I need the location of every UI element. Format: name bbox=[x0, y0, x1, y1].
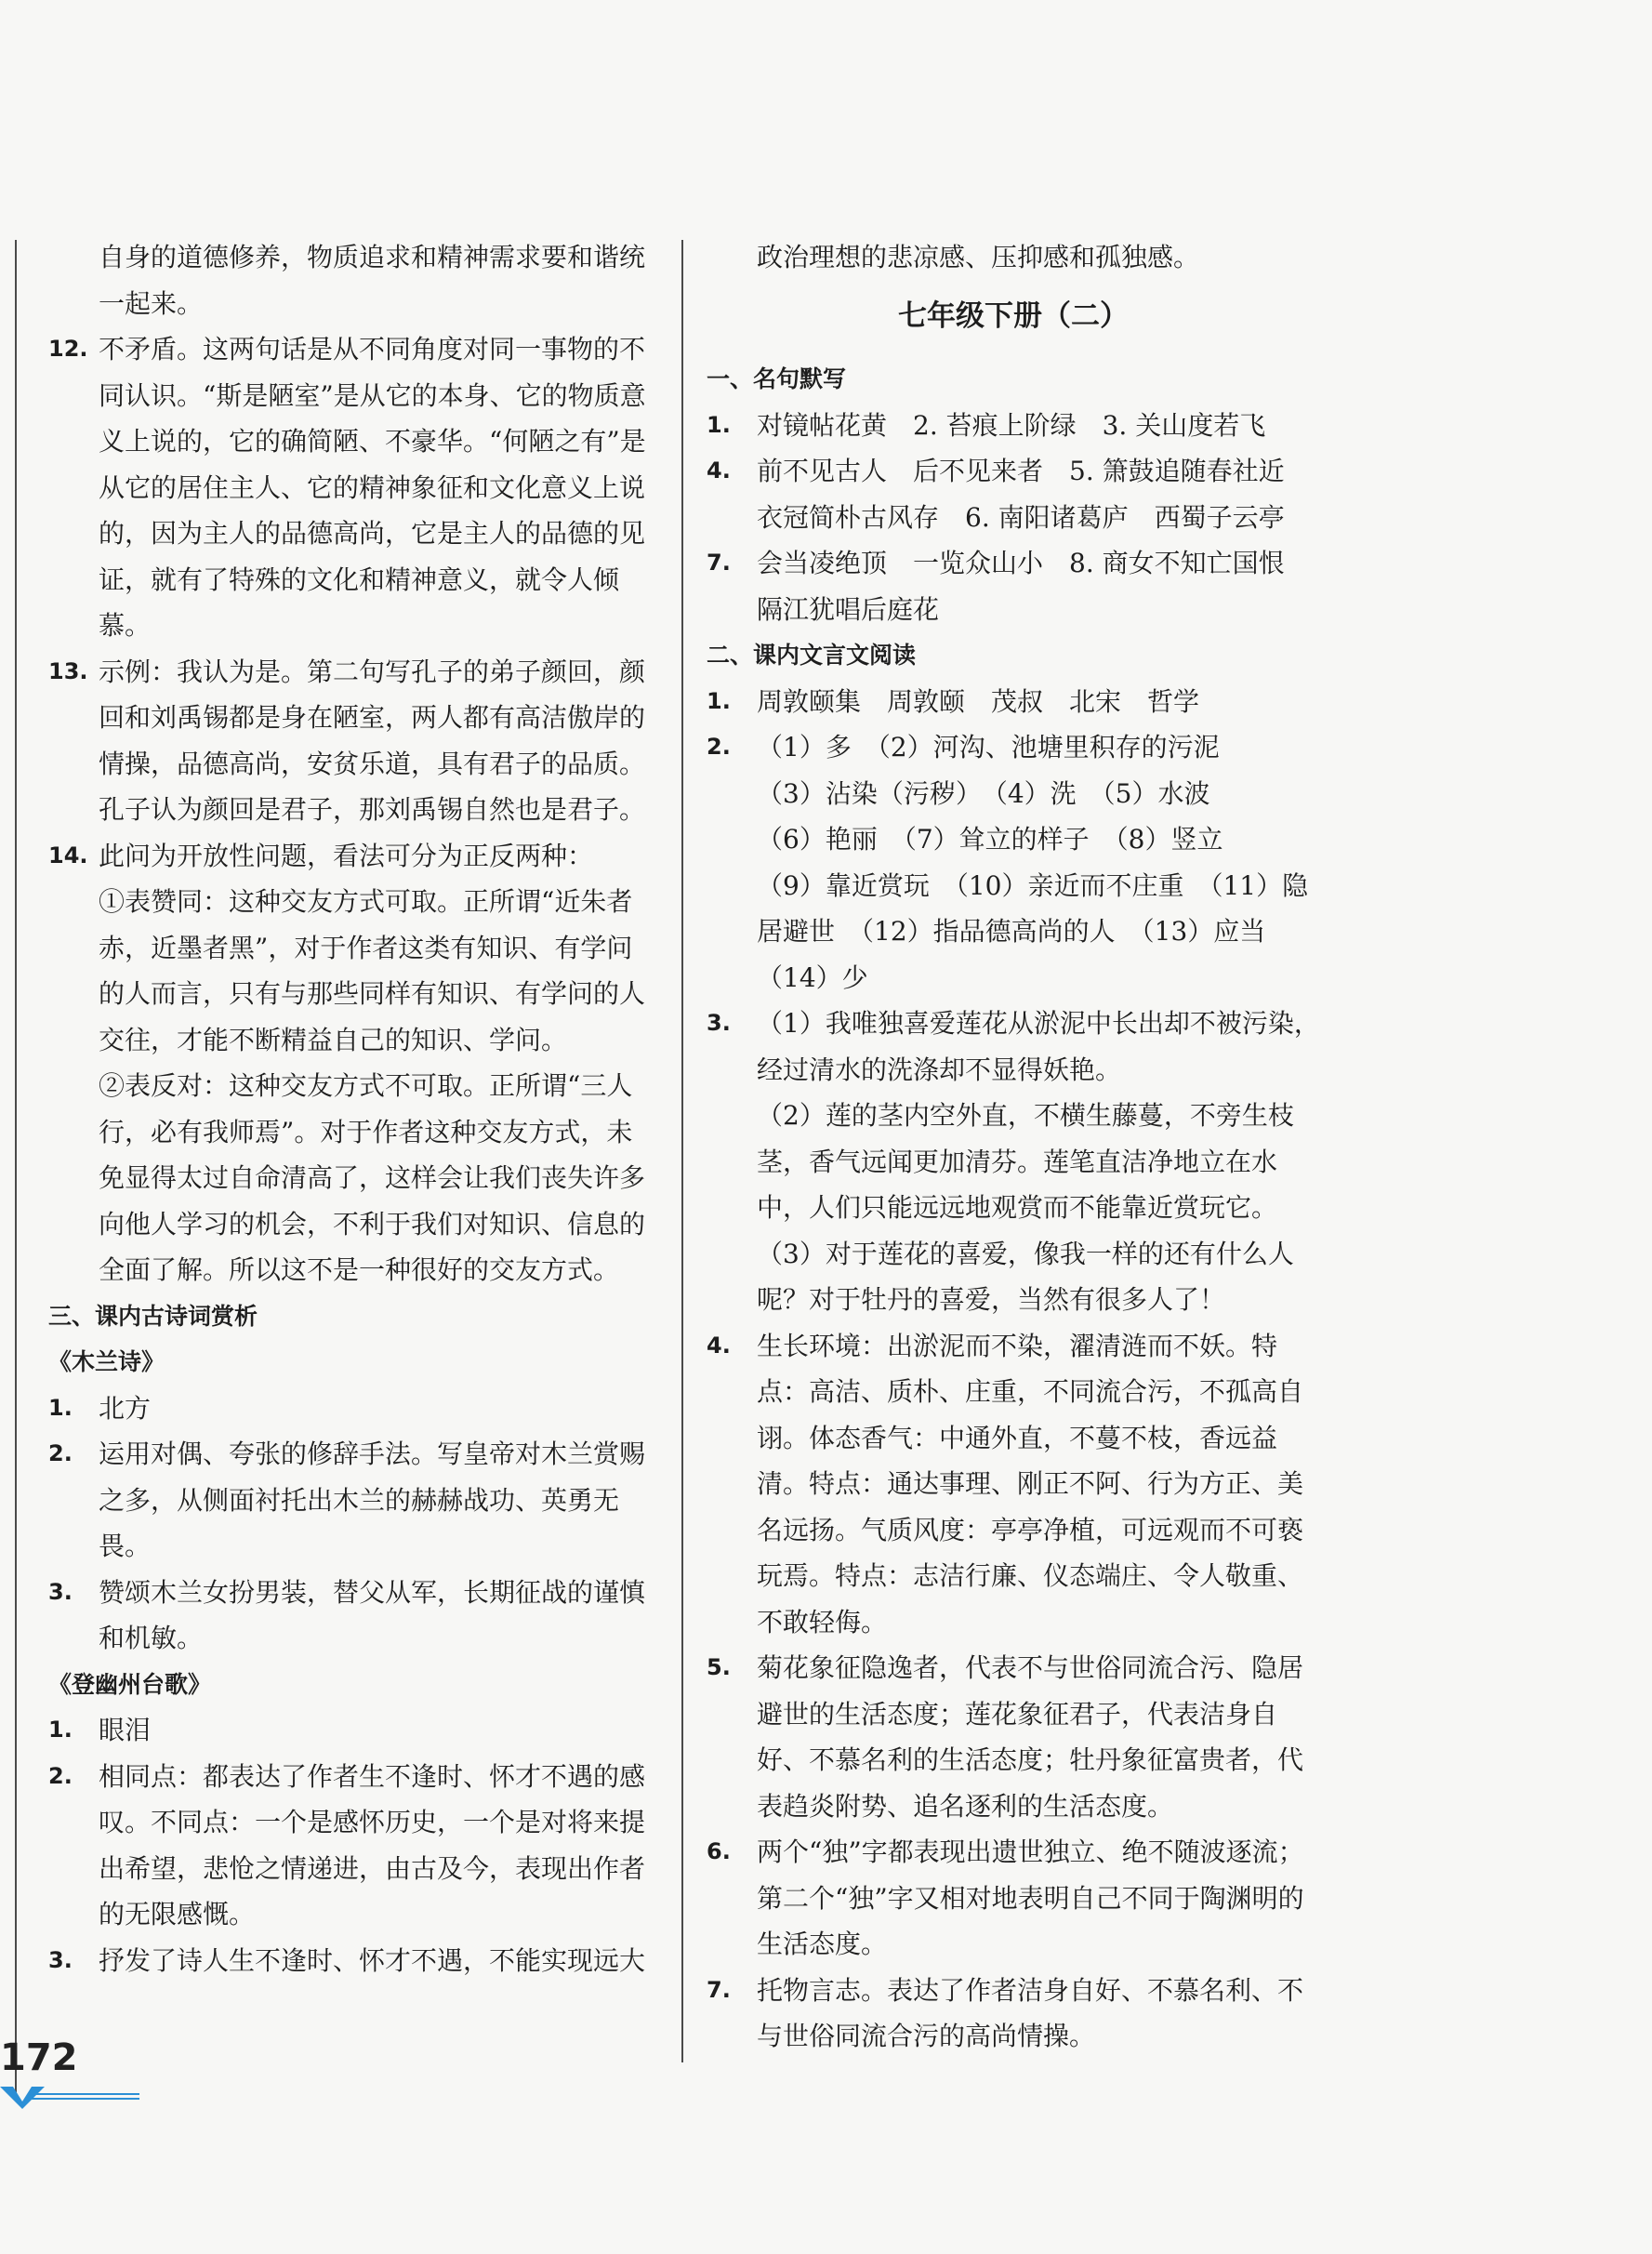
item-line: （9）靠近赏玩 （10）亲近而不庄重 （11）隐居避世 （12）指品德高尚的人 （13）应当 bbox=[757, 869, 1309, 947]
page-corner-mark bbox=[0, 2083, 139, 2111]
item-number: 7. bbox=[707, 550, 731, 576]
item-text: 周敦颐集 周敦颐 茂叔 北宋 哲学 bbox=[757, 685, 1200, 717]
item-number: 1. bbox=[48, 1394, 73, 1421]
item-line: （2）莲的茎内空外直，不横生藤蔓，不旁生枝茎，香气远闻更加清芬。莲笔直洁净地立在水中，人们只能远远地观赏而不能靠近赏玩它。 bbox=[757, 1100, 1294, 1223]
quote-item-1 bbox=[707, 403, 1320, 449]
item-text: 菊花象征隐逸者，代表不与世俗同流合污、隐居避世的生活态度；莲花象征君子，代表洁身自好、不慕名利的生活态度；牡丹象征富贵者，代表趋炎附势、追名逐利的生活态度。 bbox=[757, 1652, 1304, 1822]
section-heading-classical: 二、课内文言文阅读 bbox=[707, 642, 917, 669]
item-number: 1. bbox=[707, 687, 731, 714]
continued-text: 自身的道德修养，物质追求和精神需求要和谐统一起来。 bbox=[99, 242, 646, 319]
item-number: 2. bbox=[48, 1440, 73, 1466]
poem-title-youzhou: 《登幽州台歌》 bbox=[48, 1670, 212, 1698]
classical-item-6 bbox=[707, 1829, 1320, 1968]
item-number: 3. bbox=[48, 1946, 73, 1973]
item-number: 1. bbox=[707, 411, 731, 438]
item-text: 此问为开放性问题，看法可分为正反两种： bbox=[99, 840, 594, 871]
continued-text: 政治理想的悲凉感、压抑感和孤独感。 bbox=[757, 242, 1200, 272]
item-text: 不矛盾。这两句话是从不同角度对同一事物的不同认识。“斯是陋室”是从它的本身、它的物质意义上说的，它的确简陋、不豪华。“何陋之有”是从它的居住主人、它的精神象征和文化意义上说的，因为主人的品德高尚，它是主人的品德的见证，就有了特殊的文化和精神意义，就令人倾慕。 bbox=[99, 334, 646, 641]
poem-title-mulan: 《木兰诗》 bbox=[48, 1348, 165, 1375]
section-heading-quotes: 一、名句默写 bbox=[707, 365, 847, 392]
item-text: 生长环境：出淤泥而不染，濯清涟而不妖。特点：高洁、质朴、庄重，不同流合污，不孤高自诩。体态香气：中通外直，不蔓不枝，香远益清。特点：通达事理、刚正不阿、行为方正、美名远扬。气质风度：亭亭净植，可远观而不可亵玩焉。特点：志洁行廉、仪态端庄、令人敬重、不敢轻侮。 bbox=[757, 1330, 1304, 1637]
youzhou-item-3 bbox=[48, 1938, 653, 1984]
item14-oppose: ②表反对：这种交友方式不可取。正所谓“三人行，必有我师焉”。对于作者这种交友方式，未免显得太过自命清高了，这样会让我们丧失许多向他人学习的机会，不利于我们对知识、信息的全面了解。所以这不是一种很好的交友方式。 bbox=[99, 1070, 646, 1285]
item-number: 4. bbox=[707, 1332, 731, 1359]
page-number: 172 bbox=[0, 2036, 78, 2079]
item-line: （14）少 bbox=[757, 961, 868, 993]
item-text: 眼泪 bbox=[99, 1715, 152, 1745]
item-text: 赞颂木兰女扮男装，替父从军，长期征战的谨慎和机敏。 bbox=[99, 1576, 646, 1653]
item-number: 12. bbox=[48, 336, 88, 362]
mulan-item-3 bbox=[48, 1570, 653, 1662]
grade-title: 七年级下册（二） bbox=[898, 298, 1129, 333]
item-line: （1）多 （2）河沟、池塘里积存的污泥 bbox=[757, 732, 1220, 762]
item-line: （3）沾染（污秽） （4）洗 （5）水波 bbox=[757, 777, 1210, 809]
item-number: 14. bbox=[48, 842, 88, 868]
item-text: 两个“独”字都表现出遗世独立、绝不随波逐流；第二个“独”字又相对地表明自己不同于陶渊明的生活态度。 bbox=[757, 1836, 1304, 1959]
mulan-item-1 bbox=[48, 1386, 653, 1432]
classical-item-5 bbox=[707, 1645, 1320, 1829]
answer-item-12 bbox=[48, 326, 653, 649]
item-number: 3. bbox=[707, 1010, 731, 1036]
item-line: （6）艳丽 （7）耸立的样子 （8）竖立 bbox=[757, 824, 1223, 855]
classical-item-3 bbox=[707, 1001, 1320, 1323]
item-number: 3. bbox=[48, 1578, 73, 1605]
column-divider bbox=[681, 240, 683, 2062]
item-text: 相同点：都表达了作者生不逢时、怀才不遇的感叹。不同点：一个是感怀历史，一个是对将来提出希望，悲怆之情递进，由古及今，表现出作者的无限感慨。 bbox=[99, 1760, 646, 1929]
item-line: （1）我唯独喜爱莲花从淤泥中长出却不被污染，经过清水的洗涤却不显得妖艳。 bbox=[757, 1008, 1320, 1085]
quote-item-4 bbox=[707, 448, 1320, 540]
item-number: 6. bbox=[707, 1838, 731, 1864]
classical-item-2 bbox=[707, 724, 1320, 1001]
classical-item-4 bbox=[707, 1323, 1320, 1646]
item-line: （3）对于莲花的喜爱，像我一样的还有什么人呢？对于牡丹的喜爱，当然有很多人了！ bbox=[757, 1238, 1294, 1315]
item-text: 对镜帖花黄 2. 苔痕上阶绿 3. 关山度若飞 bbox=[757, 409, 1266, 441]
item-text: 抒发了诗人生不逢时、怀才不遇，不能实现远大 bbox=[99, 1944, 646, 1976]
left-column bbox=[48, 234, 653, 1983]
item-number: 13. bbox=[48, 657, 88, 684]
item-text: 示例：我认为是。第二句写孔子的弟子颜回，颜回和刘禹锡都是身在陋室，两人都有高洁傲岸的情操，品德高尚，安贫乐道，具有君子的品质。孔子认为颜回是君子，那刘禹锡自然也是君子。 bbox=[99, 656, 646, 825]
section-heading-poetry: 三、课内古诗词赏析 bbox=[48, 1302, 258, 1330]
item-text: 托物言志。表达了作者洁身自好、不慕名利、不与世俗同流合污的高尚情操。 bbox=[757, 1974, 1304, 2051]
item-lines bbox=[757, 724, 1320, 1001]
item-number: 7. bbox=[707, 1976, 731, 2003]
right-column bbox=[707, 234, 1320, 2060]
item-text: 前不见古人 后不见来者 5. 箫鼓追随春社近 衣冠简朴古风存 6. 南阳诸葛庐 西蜀子云亭 bbox=[757, 456, 1311, 533]
classical-item-7 bbox=[707, 1968, 1320, 2060]
item-text: 运用对偶、夸张的修辞手法。写皇帝对木兰赏赐之多，从侧面衬托出木兰的赫赫战功、英勇无畏。 bbox=[99, 1439, 646, 1561]
classical-item-1 bbox=[707, 679, 1320, 725]
item-number: 5. bbox=[707, 1654, 731, 1680]
answer-item-13 bbox=[48, 649, 653, 833]
item-lines bbox=[757, 1001, 1320, 1323]
item-text: 会当凌绝顶 一览众山小 8. 商女不知亡国恨 隔江犹唱后庭花 bbox=[757, 548, 1311, 625]
item-number: 1. bbox=[48, 1717, 73, 1743]
left-margin-rule bbox=[15, 240, 17, 2100]
item-text: 北方 bbox=[99, 1392, 152, 1424]
item-number: 2. bbox=[707, 734, 731, 760]
item-number: 2. bbox=[48, 1762, 73, 1789]
youzhou-item-2 bbox=[48, 1754, 653, 1938]
mulan-item-2 bbox=[48, 1431, 653, 1570]
answer-item-14 bbox=[48, 833, 653, 880]
quote-item-7 bbox=[707, 540, 1320, 632]
item-number: 4. bbox=[707, 457, 731, 484]
item14-support: ①表赞同：这种交友方式可取。正所谓“近朱者赤，近墨者黑”，对于作者这类有知识、有学问的人而言，只有与那些同样有知识、有学问的人交往，才能不断精益自己的知识、学问。 bbox=[99, 886, 646, 1055]
youzhou-item-1 bbox=[48, 1707, 653, 1754]
